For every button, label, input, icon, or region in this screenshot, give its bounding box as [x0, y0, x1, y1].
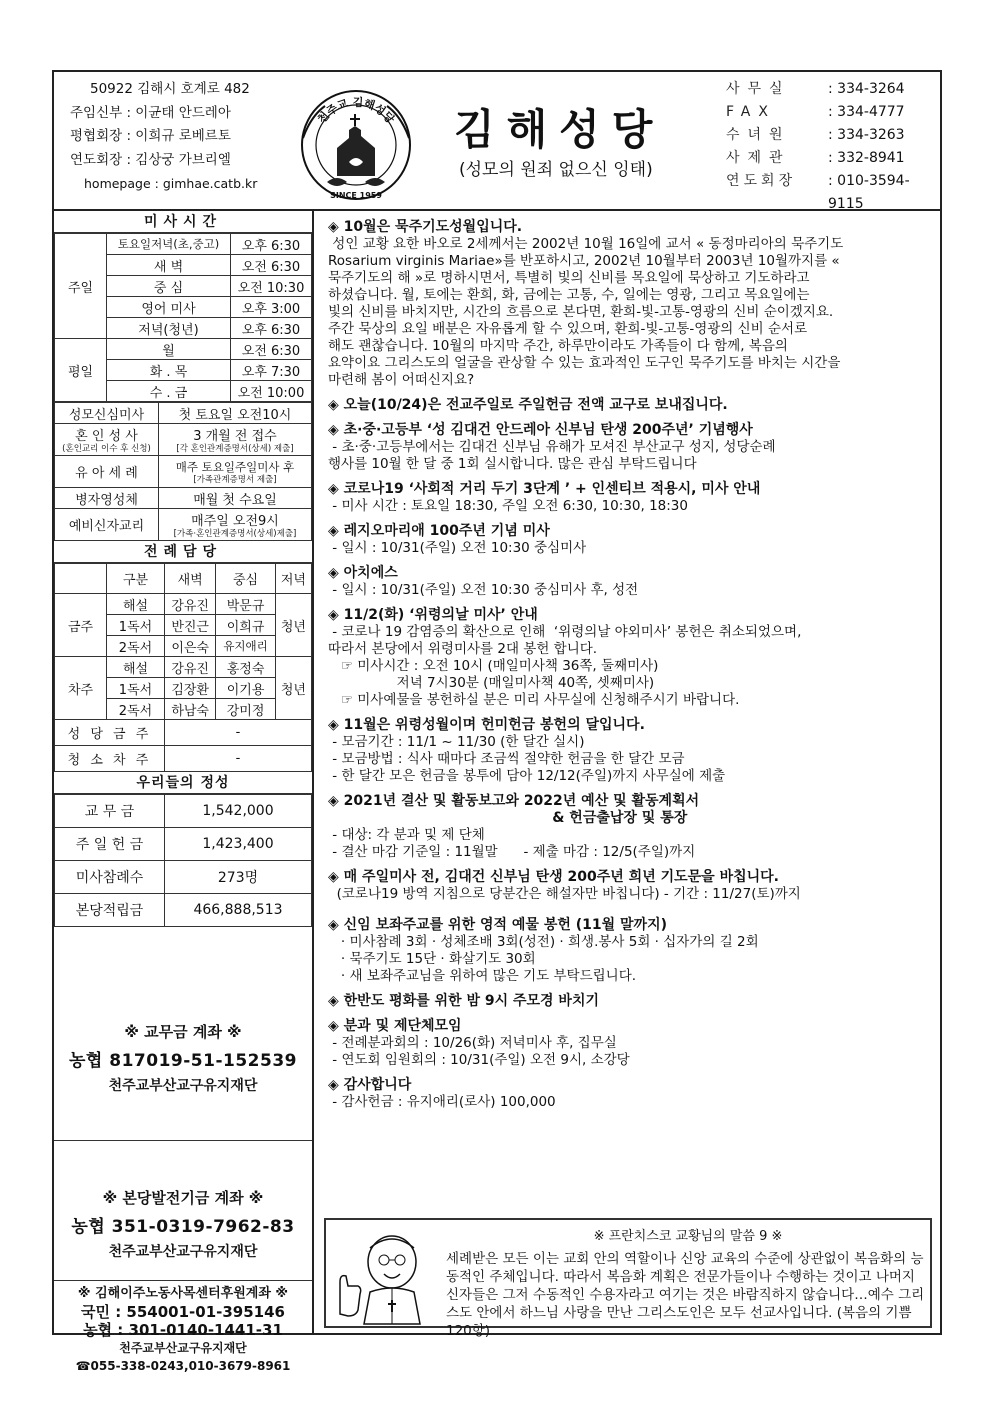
- sacrament-info: 첫 토요일 오전10시: [159, 403, 312, 424]
- contact-row: [726, 78, 938, 101]
- offering-label: 주 일 헌 금: [55, 828, 165, 861]
- news-heading: ◈ 신임 보좌주교를 위한 영적 예물 봉헌 (11월 말까지): [328, 917, 667, 933]
- weekday-label: 평일: [55, 339, 107, 402]
- liturgy-role: 1독서: [107, 615, 165, 636]
- mass-name: 화 . 목: [107, 360, 231, 381]
- liturgy-role: 해설: [107, 594, 165, 615]
- pope-quote-box: [324, 1218, 932, 1339]
- news-heading: ◈ 11/2(화) ‘위령의날 미사’ 안내: [328, 607, 538, 623]
- sacrament-name: 혼 인 성 사: [75, 429, 138, 444]
- contact-list: [726, 78, 938, 216]
- sacrament-info: 3 개월 전 접수: [193, 429, 277, 444]
- sacrament-table: [54, 402, 312, 541]
- contact-label: 사제관: [726, 150, 791, 166]
- mass-name: 새 벽: [107, 255, 231, 276]
- worker-center-phone: ☎055-338-0243,010-3679-8961: [75, 1359, 291, 1373]
- sacrament-name: 성모신심미사: [55, 403, 159, 424]
- news-heading: ◈ 11월은 위령성월이며 헌미헌금 봉헌의 달입니다.: [328, 717, 645, 733]
- news-body: - 대상: 각 분과 및 제 단체 - 결산 마감 기준일 : 11월말 - 제출 마감 : 12/5(주일)까지: [332, 827, 696, 860]
- liturgy-person: 강유진: [165, 594, 216, 615]
- pastor: 주임신부 : 이균태 안드레아: [70, 104, 231, 121]
- news-body: 성인 교황 요한 바오로 2세께서는 2002년 10월 16일에 교서 « 동정마리아의 묵주기도 Rosarium virginis Mariae»를 반포하시고, 2002년 10월부터 2003년 10월까지를 « 묵주기도의 해 »로 명하시면서, 특별히 빛의 신비를 목요일에 묵상하고 기도하라고 하셨습니다. 월, 토에는 환희, 화, 금에는 고통, 수, 일에는 영광, 그리고 목요일에는 빛의 신비를 바치지만, 시간의 흐름으로 본다면, 환희-빛-고통-영광의 신비 순이겠지요. 주간 묵상의 요일 배분은 자유롭게 할 수 있으며, 환희-빛-고통-영광의 신비 순서로 해도 괜찮습니다. 10월의 마지막 주간, 하루만이라도 가족들이 다 함께, 복음의 요약이요 그리스도의 얼굴을 관상할 수 있는 효과적인 도구인 묵주기도를 바치는 시간을 마련해 봄이 어떠신지요?: [328, 236, 844, 388]
- shrine-value: -: [165, 720, 312, 746]
- account-owner: 천주교부산교구유지재단: [108, 1244, 258, 1260]
- liturgy-col: 저녁: [275, 564, 311, 594]
- contact-value: : 332-8941: [828, 150, 905, 166]
- liturgy-role: 해설: [107, 657, 165, 678]
- news-body: - 모금기간 : 11/1 ~ 11/30 (한 달간 실시) - 모금방법 : 식사 때마다 조금씩 절약한 헌금을 한 달간 모금 - 한 달간 모은 헌금을 봉투에 담아 12/12(주일)까지 사무실에 제출: [332, 734, 726, 784]
- sacrament-note: (혼인교리 이수 후 신청): [62, 444, 151, 454]
- mass-time: 오후 6:30: [231, 318, 312, 339]
- mass-time: 오후 7:30: [231, 360, 312, 381]
- offering-label: 미사참례수: [55, 861, 165, 894]
- mass-name: 중 심: [107, 276, 231, 297]
- liturgy-table: [54, 563, 312, 772]
- liturgy-col: 새벽: [165, 564, 216, 594]
- contact-row: [726, 147, 938, 170]
- contact-row: [726, 170, 938, 216]
- homepage[interactable]: homepage : gimhae.catb.kr: [84, 176, 258, 191]
- liturgy-person: 강유진: [165, 657, 216, 678]
- offering-label: 교 무 금: [55, 795, 165, 828]
- liturgy-youth: 청년: [275, 657, 311, 720]
- liturgy-person: 이은숙: [165, 636, 216, 657]
- mass-time: 오전 10:00: [231, 381, 312, 402]
- news-heading: ◈ 아치에스: [328, 565, 398, 581]
- news-body: - 전례분과회의 : 10/26(화) 저녁미사 후, 집무실 - 연도회 임원회의 : 10/31(주일) 오전 9시, 소강당: [332, 1035, 630, 1068]
- liturgy-person: 유지애리: [216, 636, 275, 657]
- liturgy-col: 중심: [216, 564, 275, 594]
- mass-time: 오전 6:30: [231, 255, 312, 276]
- parish-logo: [297, 86, 415, 204]
- news-heading: ◈ 한반도 평화를 위한 밤 9시 주모경 바치기: [328, 993, 600, 1009]
- account-owner: 천주교부산교구유지재단: [108, 1078, 258, 1094]
- liturgy-person: 반진근: [165, 615, 216, 636]
- news-body: - 일시 : 10/31(주일) 오전 10:30 중심미사: [328, 540, 587, 556]
- news-item: [328, 481, 934, 515]
- sacrament-note: [가족관계증명서 제출]: [193, 474, 277, 485]
- mass-name: 월: [107, 339, 231, 360]
- next-week-label: 차주: [55, 657, 107, 720]
- elder-president: 연도회장 : 김상궁 가브리엘: [70, 151, 231, 168]
- news-heading: ◈ 오늘(10/24)은 전교주일로 주일헌금 전액 교구로 보내집니다.: [328, 397, 728, 413]
- mass-name: 영어 미사: [107, 297, 231, 318]
- news-heading: ◈ 분과 및 제단체모임: [328, 1018, 462, 1034]
- news-body: - 감사헌금 : 유지애리(로사) 100,000: [328, 1094, 556, 1110]
- contact-label: 연도회장: [726, 173, 797, 189]
- news-item: [328, 869, 934, 903]
- parish-subtitle: (성모의 원죄 없으신 잉태): [459, 160, 653, 180]
- news-item: [328, 397, 934, 414]
- offering-title: 우리들의 정성: [54, 772, 312, 794]
- logo-text: 천주교 김해성당: [315, 95, 397, 126]
- mass-times-table: [54, 233, 312, 402]
- news-heading: ◈ 감사합니다: [328, 1077, 412, 1093]
- account-heading: ※ 본당발전기금 계좌 ※: [102, 1189, 264, 1207]
- address: 50922 김해시 호계로 482: [90, 81, 250, 97]
- quote-title: ※ 프란치스코 교황님의 말씀 9 ※: [593, 1229, 783, 1244]
- liturgy-person: 홍정숙: [216, 657, 275, 678]
- news-body: - 코로나 19 감염증의 확산으로 인해 ‘위령의날 야외미사’ 봉헌은 취소되었으며, 따라서 본당에서 위령미사를 2대 봉헌 합니다. ☞ 미사시간 : 오전 10시 (매일미사책 36쪽, 둘째미사) 저녁 7시30분 (매일미사책 40쪽, 셋째미사) ☞ 미사예물을 봉헌하실 분은 미리 사무실에 신청해주시기 바랍니다.: [328, 624, 802, 708]
- contact-row: [726, 101, 938, 124]
- contact-label: 수녀원: [726, 127, 791, 143]
- shrine-label: 성 당 금 주: [55, 720, 165, 746]
- worker-center-owner: 천주교부산교구유지재단: [119, 1341, 247, 1355]
- news-item: [328, 565, 934, 599]
- cleaning-value: -: [165, 746, 312, 772]
- right-column: [316, 211, 940, 1339]
- news-item: [328, 717, 934, 785]
- news-body: · 미사참례 3회 · 성체조배 3회(성전) · 희생.봉사 5회 · 십자가의 길 2회 · 묵주기도 15단 · 화살기도 30회 · 새 보좌주교님을 위하여 많은 기도 부탁드립니다.: [340, 934, 759, 984]
- worker-center-heading: ※ 김해이주노동사목센터후원계좌 ※: [77, 1286, 289, 1301]
- news-heading: ◈ 10월은 묵주기도성월입니다.: [328, 219, 523, 235]
- contact-value: : 334-4777: [828, 104, 905, 120]
- mass-name: 저녁(청년): [107, 318, 231, 339]
- sacrament-note: [가족·혼인관계증명서(상세)제출]: [173, 529, 297, 539]
- news-heading: ◈ 코로나19 ‘사회적 거리 두기 3단계 ’ + 인센티브 적용시, 미사 안내: [328, 481, 761, 497]
- contact-label: FAX: [726, 104, 776, 120]
- parish-title: 김해성당: [454, 105, 665, 154]
- news-item: [328, 219, 934, 389]
- header: [54, 72, 940, 211]
- parish-info: [62, 78, 302, 196]
- liturgy-title: 전례담당: [54, 541, 312, 563]
- sacrament-info: 매주일 오전9시: [191, 514, 279, 529]
- account-heading: ※ 교무금 계좌 ※: [124, 1023, 242, 1041]
- liturgy-role: 2독서: [107, 636, 165, 657]
- liturgy-person: 김장환: [165, 678, 216, 699]
- offering-value: 1,542,000: [165, 795, 312, 828]
- account-number: 농협 351-0319-7962-83: [71, 1217, 295, 1237]
- contact-row: [726, 124, 938, 147]
- account-info: [54, 1141, 312, 1261]
- news-list: [328, 213, 934, 1111]
- mass-time: 오후 3:00: [231, 297, 312, 318]
- account-info: [54, 981, 312, 1095]
- news-body: (코로나19 방역 지침으로 당분간은 해설자만 바칩니다) - 기간 : 11/27(토)까지: [328, 886, 801, 902]
- sacrament-info: 매주 토요일주일미사 후: [175, 459, 295, 474]
- news-item: [328, 523, 934, 557]
- worker-center-line: 국민 : 554001-01-395146: [81, 1303, 285, 1321]
- mass-time: 오전 10:30: [231, 276, 312, 297]
- offering-value: 273명: [165, 861, 312, 894]
- news-item: [328, 917, 934, 985]
- quote-body: 세례받은 모든 이는 교회 안의 역할이나 신앙 교육의 수준에 상관없이 복음화의 능동적인 주체입니다. 따라서 복음화 계획은 전문가들이나 수행하는 것이고 나머지 신자들은 그저 수동적인 수용자라고 여기는 것은 바람직하지 않습니다…예수 그리스도 안에서 하느님 사랑을 만난 그리스도인은 모두 선교사입니다. (복음의 기쁨 120항): [446, 1251, 925, 1339]
- logo-since: SINCE 1959: [330, 191, 382, 200]
- worker-center-line: 농협 : 301-0140-1441-31: [83, 1321, 283, 1339]
- contact-value: : 334-3264: [828, 81, 905, 97]
- contact-label: 사무실: [726, 81, 791, 97]
- news-item: [328, 1018, 934, 1069]
- cleaning-label: 청 소 차 주: [55, 746, 165, 772]
- contact-value: : 010-3594-9115: [828, 173, 910, 212]
- liturgy-col: 구분: [107, 564, 165, 594]
- sunday-label: 주일: [55, 234, 107, 339]
- liturgy-role: 2독서: [107, 699, 165, 720]
- this-week-label: 금주: [55, 594, 107, 657]
- sacrament-note: [각 혼인관계증명서(상세) 제출]: [176, 444, 294, 454]
- sacrament-name: 유 아 세 례: [55, 456, 159, 488]
- news-item: [328, 993, 934, 1010]
- news-heading: ◈ 레지오마리애 100주년 기념 미사: [328, 523, 550, 539]
- offering-value: 466,888,513: [165, 894, 312, 927]
- news-body: - 미사 시간 : 토요일 18:30, 주일 오전 6:30, 10:30, 18:30: [328, 498, 688, 514]
- liturgy-youth: 청년: [275, 594, 311, 657]
- mass-name: 수 . 금: [107, 381, 231, 402]
- offering-table: [54, 794, 312, 927]
- mass-time: 오후 6:30: [231, 234, 312, 255]
- liturgy-person: 강미정: [216, 699, 275, 720]
- offering-label: 본당적립금: [55, 894, 165, 927]
- mass-times-title: 미사시간: [54, 211, 312, 233]
- bulletin-frame: [52, 70, 942, 1373]
- news-item: [328, 607, 934, 709]
- news-heading: ◈ 2021년 결산 및 활동보고와 2022년 예산 및 활동계획서 & 헌금출납장 및 통장: [328, 793, 700, 826]
- sacrament-name: 예비신자교리: [55, 509, 159, 541]
- offering-value: 1,423,400: [165, 828, 312, 861]
- liturgy-person: 이희규: [216, 615, 275, 636]
- news-heading: ◈ 초·중·고등부 ‘성 김대건 안드레아 신부님 탄생 200주년’ 기념행사: [328, 422, 753, 438]
- mass-time: 오전 6:30: [231, 339, 312, 360]
- liturgy-person: 하남숙: [165, 699, 216, 720]
- account-box: [54, 1141, 312, 1281]
- sacrament-info: 매월 첫 수요일: [159, 488, 312, 509]
- left-column: [54, 211, 314, 1373]
- sacrament-name: 병자영성체: [55, 488, 159, 509]
- liturgy-person: 이기용: [216, 678, 275, 699]
- news-body: - 일시 : 10/31(주일) 오전 10:30 중심미사 후, 성전: [328, 582, 639, 598]
- news-heading: ◈ 매 주일미사 전, 김대건 신부님 탄생 200주년 희년 기도문을 바칩니다.: [328, 869, 779, 885]
- news-item: [328, 1077, 934, 1111]
- news-item: [328, 793, 934, 861]
- mass-name: 토요일저녁(초,중고): [107, 234, 231, 255]
- council-president: 평협회장 : 이희규 로베르토: [70, 128, 231, 144]
- liturgy-person: 박문규: [216, 594, 275, 615]
- account-box: [54, 981, 312, 1141]
- liturgy-role: 1독서: [107, 678, 165, 699]
- news-item: [328, 422, 934, 473]
- contact-value: : 334-3263: [828, 127, 905, 143]
- worker-center-account: [54, 1285, 312, 1375]
- news-body: - 초·중·고등부에서는 김대건 신부님 유해가 모셔진 부산교구 성지, 성당순례 행사를 10월 한 달 중 1회 실시합니다. 많은 관심 부탁드립니다: [328, 439, 776, 472]
- account-number: 농협 817019-51-152539: [69, 1051, 297, 1071]
